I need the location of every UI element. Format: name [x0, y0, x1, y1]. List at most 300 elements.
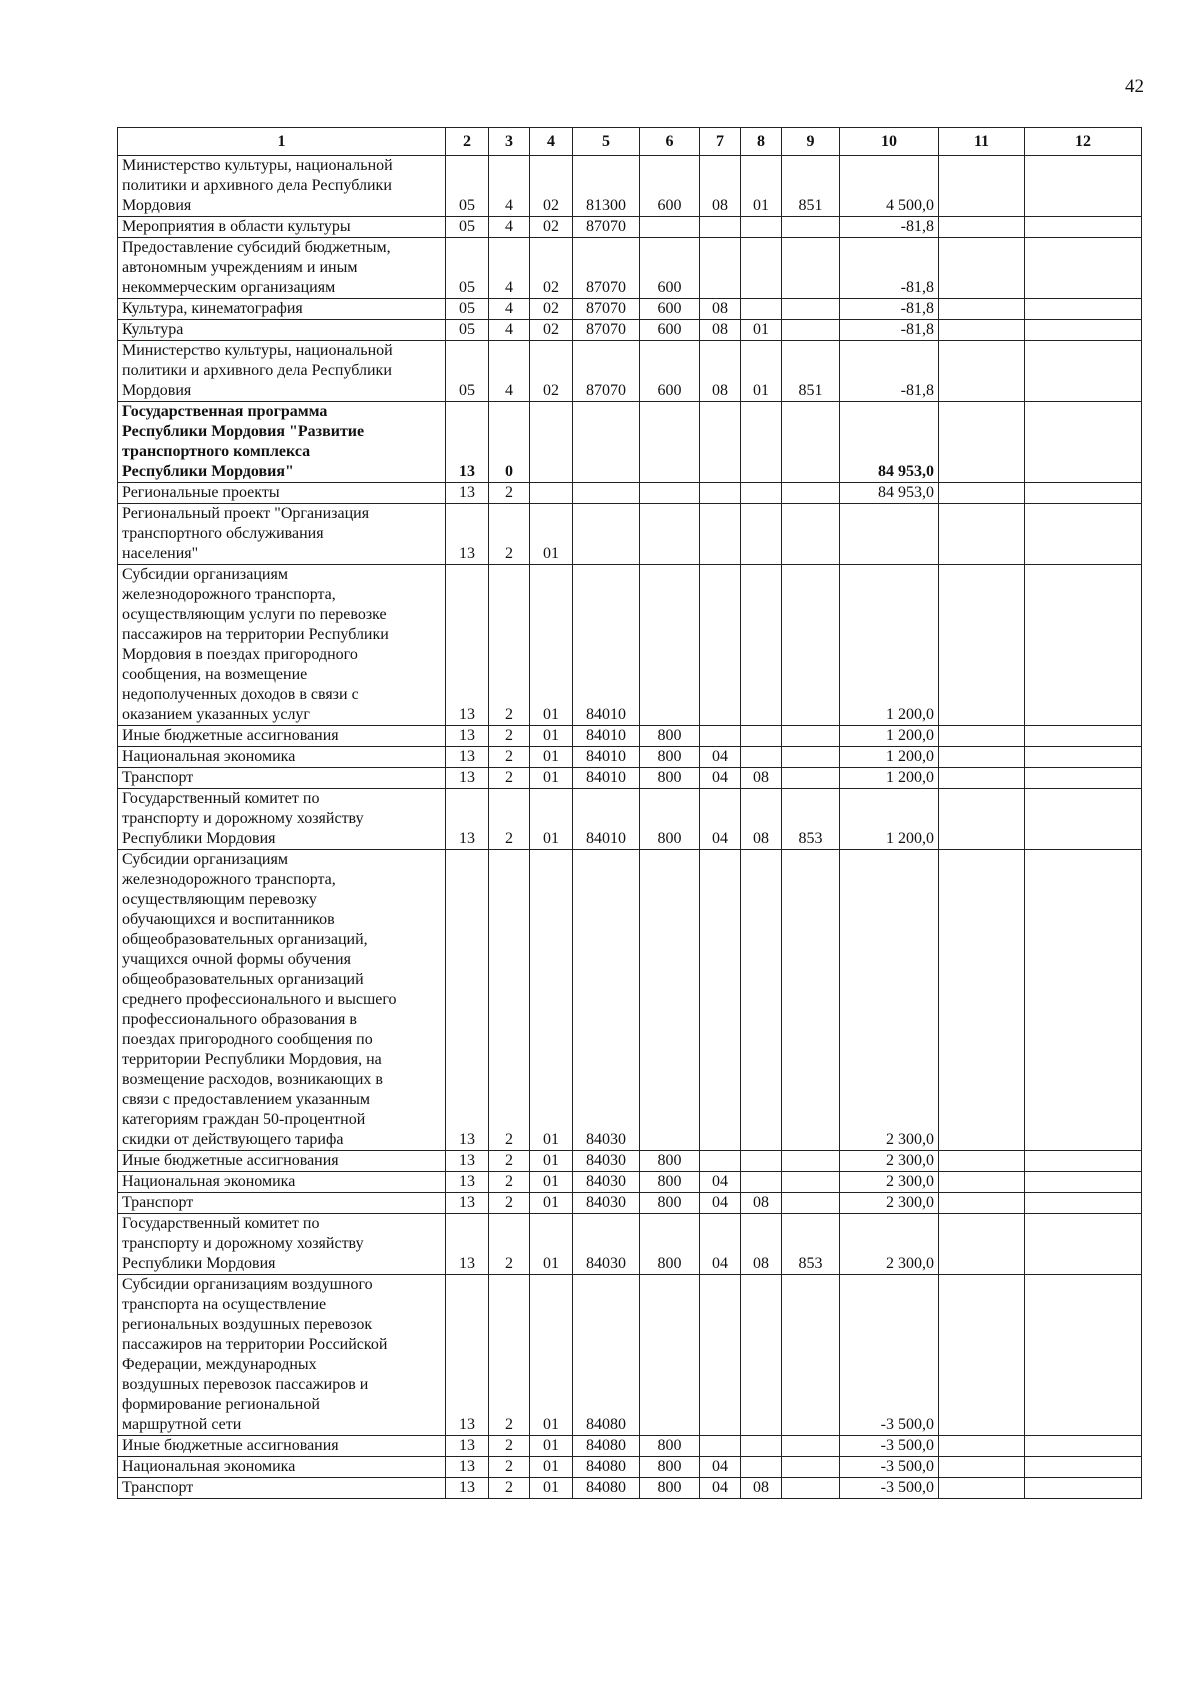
table-body [118, 156, 1142, 1499]
code-cell: 84030 [573, 1214, 640, 1275]
code-cell [700, 1275, 741, 1436]
amount-cell: 1 200,0 [840, 768, 939, 789]
code-cell: 13 [446, 1478, 489, 1499]
code-cell: 2 [489, 1478, 530, 1499]
code-cell: 84080 [573, 1457, 640, 1478]
row-name-cell: Региональные проекты [118, 483, 446, 504]
code-cell: 600 [640, 320, 700, 341]
code-cell [939, 1275, 1025, 1436]
code-cell: 84010 [573, 747, 640, 768]
code-cell: 01 [741, 320, 782, 341]
code-cell: 02 [530, 299, 573, 320]
code-cell [1025, 726, 1142, 747]
code-cell: 02 [530, 320, 573, 341]
column-header: 4 [530, 128, 573, 156]
code-cell: 01 [530, 1436, 573, 1457]
column-header: 3 [489, 128, 530, 156]
amount-cell: -81,8 [840, 299, 939, 320]
table-row [118, 299, 1142, 320]
table-row [118, 747, 1142, 768]
code-cell [741, 217, 782, 238]
code-cell [782, 726, 840, 747]
code-cell: 04 [700, 1478, 741, 1499]
column-header: 7 [700, 128, 741, 156]
code-cell: 84010 [573, 768, 640, 789]
column-header: 12 [1025, 128, 1142, 156]
row-name-cell: Региональный проект "Организация транспортного обслуживания населения" [118, 504, 446, 565]
code-cell: 05 [446, 217, 489, 238]
code-cell: 2 [489, 1193, 530, 1214]
code-cell: 01 [530, 1478, 573, 1499]
code-cell: 800 [640, 726, 700, 747]
code-cell: 04 [700, 1193, 741, 1214]
code-cell [782, 1478, 840, 1499]
code-cell [640, 1275, 700, 1436]
table-row [118, 402, 1142, 483]
code-cell: 4 [489, 299, 530, 320]
code-cell [939, 299, 1025, 320]
code-cell [1025, 483, 1142, 504]
code-cell [700, 565, 741, 726]
code-cell [640, 483, 700, 504]
amount-cell: 1 200,0 [840, 789, 939, 850]
code-cell: 81300 [573, 156, 640, 217]
column-header: 8 [741, 128, 782, 156]
code-cell [939, 1151, 1025, 1172]
row-name-cell: Мероприятия в области культуры [118, 217, 446, 238]
code-cell: 4 [489, 320, 530, 341]
code-cell: 02 [530, 341, 573, 402]
table-row [118, 483, 1142, 504]
code-cell [741, 1172, 782, 1193]
code-cell: 13 [446, 402, 489, 483]
code-cell: 08 [741, 789, 782, 850]
code-cell [939, 1214, 1025, 1275]
table-row [118, 1193, 1142, 1214]
amount-cell: 2 300,0 [840, 1172, 939, 1193]
header-row [118, 128, 1142, 156]
code-cell: 4 [489, 156, 530, 217]
code-cell: 01 [741, 156, 782, 217]
column-header: 9 [782, 128, 840, 156]
code-cell: 800 [640, 1172, 700, 1193]
code-cell: 13 [446, 483, 489, 504]
code-cell [939, 156, 1025, 217]
code-cell: 01 [530, 504, 573, 565]
code-cell: 4 [489, 238, 530, 299]
code-cell: 2 [489, 1275, 530, 1436]
code-cell [782, 1457, 840, 1478]
table-row [118, 726, 1142, 747]
table-row [118, 1151, 1142, 1172]
row-name-cell: Субсидии организациям воздушного транспорта на осуществление региональных воздушных перевозок пассажиров на территории Российской Федерации, международных воздушных перевозок пассажиров и формирование региональной маршрутной сети [118, 1275, 446, 1436]
table-row [118, 1214, 1142, 1275]
column-header: 5 [573, 128, 640, 156]
code-cell: 05 [446, 156, 489, 217]
code-cell: 2 [489, 1151, 530, 1172]
code-cell: 01 [530, 850, 573, 1151]
code-cell [939, 217, 1025, 238]
code-cell: 87070 [573, 217, 640, 238]
amount-cell: -81,8 [840, 238, 939, 299]
code-cell [530, 402, 573, 483]
code-cell: 13 [446, 1275, 489, 1436]
column-header: 6 [640, 128, 700, 156]
code-cell [782, 850, 840, 1151]
code-cell: 08 [700, 156, 741, 217]
code-cell [939, 1457, 1025, 1478]
row-name-cell: Субсидии организациям железнодорожного транспорта, осуществляющим услуги по перевозке пассажиров на территории Республики Мордовия в поездах пригородного сообщения, на возмещение недополученных доходов в связи с оказанием указанных услуг [118, 565, 446, 726]
code-cell [1025, 565, 1142, 726]
code-cell [1025, 156, 1142, 217]
code-cell: 13 [446, 565, 489, 726]
amount-cell: 1 200,0 [840, 726, 939, 747]
code-cell: 4 [489, 341, 530, 402]
row-name-cell: Государственный комитет по транспорту и дорожному хозяйству Республики Мордовия [118, 1214, 446, 1275]
row-name-cell: Предоставление субсидий бюджетным, автономным учреждениям и иным некоммерческим организациям [118, 238, 446, 299]
code-cell [939, 238, 1025, 299]
code-cell: 01 [530, 1151, 573, 1172]
table-row [118, 768, 1142, 789]
code-cell [1025, 341, 1142, 402]
row-name-cell: Культура [118, 320, 446, 341]
code-cell: 08 [700, 320, 741, 341]
code-cell: 13 [446, 1193, 489, 1214]
code-cell [939, 1478, 1025, 1499]
code-cell [782, 483, 840, 504]
amount-cell: -3 500,0 [840, 1275, 939, 1436]
code-cell: 600 [640, 238, 700, 299]
code-cell: 04 [700, 1172, 741, 1193]
code-cell [640, 504, 700, 565]
code-cell: 08 [741, 1214, 782, 1275]
code-cell: 87070 [573, 299, 640, 320]
table-row [118, 565, 1142, 726]
column-header: 2 [446, 128, 489, 156]
code-cell [939, 768, 1025, 789]
code-cell [1025, 1151, 1142, 1172]
code-cell [1025, 299, 1142, 320]
amount-cell: -3 500,0 [840, 1436, 939, 1457]
code-cell: 84030 [573, 1193, 640, 1214]
code-cell [700, 402, 741, 483]
code-cell [1025, 402, 1142, 483]
code-cell [573, 504, 640, 565]
code-cell [700, 1151, 741, 1172]
code-cell: 84080 [573, 1275, 640, 1436]
code-cell: 800 [640, 1436, 700, 1457]
code-cell: 800 [640, 768, 700, 789]
code-cell [640, 402, 700, 483]
amount-cell: 2 300,0 [840, 1193, 939, 1214]
code-cell [1025, 1275, 1142, 1436]
amount-cell: 1 200,0 [840, 747, 939, 768]
code-cell [1025, 238, 1142, 299]
code-cell: 05 [446, 238, 489, 299]
code-cell: 87070 [573, 341, 640, 402]
row-name-cell: Культура, кинематография [118, 299, 446, 320]
code-cell: 13 [446, 1172, 489, 1193]
code-cell: 13 [446, 850, 489, 1151]
code-cell [741, 1151, 782, 1172]
code-cell [939, 402, 1025, 483]
code-cell: 2 [489, 483, 530, 504]
row-name-cell: Иные бюджетные ассигнования [118, 1151, 446, 1172]
code-cell: 800 [640, 1193, 700, 1214]
code-cell [1025, 747, 1142, 768]
table-row [118, 1436, 1142, 1457]
code-cell [700, 238, 741, 299]
code-cell: 01 [530, 726, 573, 747]
code-cell [741, 1436, 782, 1457]
code-cell: 01 [530, 768, 573, 789]
code-cell: 800 [640, 1214, 700, 1275]
code-cell: 851 [782, 156, 840, 217]
table-row [118, 320, 1142, 341]
code-cell: 87070 [573, 238, 640, 299]
code-cell [782, 1151, 840, 1172]
row-name-cell: Иные бюджетные ассигнования [118, 726, 446, 747]
row-name-cell: Иные бюджетные ассигнования [118, 1436, 446, 1457]
code-cell [700, 1436, 741, 1457]
code-cell: 02 [530, 217, 573, 238]
code-cell [939, 320, 1025, 341]
code-cell [1025, 1436, 1142, 1457]
code-cell: 01 [530, 747, 573, 768]
code-cell [939, 1436, 1025, 1457]
code-cell: 13 [446, 768, 489, 789]
code-cell [741, 726, 782, 747]
code-cell: 02 [530, 156, 573, 217]
code-cell [700, 726, 741, 747]
code-cell [782, 299, 840, 320]
code-cell [741, 747, 782, 768]
amount-cell: -3 500,0 [840, 1457, 939, 1478]
code-cell [782, 217, 840, 238]
code-cell: 800 [640, 1151, 700, 1172]
table-row [118, 156, 1142, 217]
table-row [118, 238, 1142, 299]
code-cell [741, 402, 782, 483]
code-cell [1025, 1172, 1142, 1193]
code-cell [1025, 789, 1142, 850]
code-cell: 84010 [573, 789, 640, 850]
code-cell [640, 565, 700, 726]
amount-cell: 84 953,0 [840, 402, 939, 483]
code-cell: 05 [446, 341, 489, 402]
row-name-cell: Государственный комитет по транспорту и дорожному хозяйству Республики Мордовия [118, 789, 446, 850]
code-cell [741, 850, 782, 1151]
code-cell: 01 [530, 1214, 573, 1275]
code-cell [782, 238, 840, 299]
code-cell [782, 504, 840, 565]
code-cell: 13 [446, 726, 489, 747]
code-cell [782, 1193, 840, 1214]
code-cell [939, 747, 1025, 768]
code-cell: 84030 [573, 1151, 640, 1172]
table-row [118, 504, 1142, 565]
code-cell [939, 850, 1025, 1151]
table-row [118, 217, 1142, 238]
code-cell: 2 [489, 747, 530, 768]
code-cell: 2 [489, 1172, 530, 1193]
column-header: 11 [939, 128, 1025, 156]
code-cell: 84010 [573, 565, 640, 726]
table-row [118, 789, 1142, 850]
code-cell [1025, 850, 1142, 1151]
code-cell: 800 [640, 789, 700, 850]
code-cell: 800 [640, 1457, 700, 1478]
code-cell [1025, 217, 1142, 238]
code-cell: 2 [489, 1436, 530, 1457]
amount-cell: 2 300,0 [840, 850, 939, 1151]
code-cell [573, 402, 640, 483]
code-cell [1025, 1193, 1142, 1214]
code-cell: 853 [782, 1214, 840, 1275]
code-cell [1025, 504, 1142, 565]
code-cell: 13 [446, 789, 489, 850]
code-cell: 600 [640, 341, 700, 402]
amount-cell: 4 500,0 [840, 156, 939, 217]
code-cell: 2 [489, 504, 530, 565]
code-cell [782, 747, 840, 768]
amount-cell: -3 500,0 [840, 1478, 939, 1499]
code-cell [939, 504, 1025, 565]
code-cell [741, 565, 782, 726]
row-name-cell: Национальная экономика [118, 747, 446, 768]
row-name-cell: Государственная программа Республики Мордовия "Развитие транспортного комплекса Республики Мордовия" [118, 402, 446, 483]
code-cell [782, 320, 840, 341]
code-cell [939, 1172, 1025, 1193]
code-cell: 08 [741, 1478, 782, 1499]
code-cell [939, 341, 1025, 402]
amount-cell: 84 953,0 [840, 483, 939, 504]
code-cell: 13 [446, 1436, 489, 1457]
code-cell: 84030 [573, 1172, 640, 1193]
code-cell: 13 [446, 1214, 489, 1275]
code-cell [1025, 1214, 1142, 1275]
code-cell: 04 [700, 1214, 741, 1275]
code-cell [530, 483, 573, 504]
code-cell [939, 726, 1025, 747]
code-cell: 01 [530, 1172, 573, 1193]
code-cell: 0 [489, 402, 530, 483]
code-cell [782, 768, 840, 789]
code-cell: 853 [782, 789, 840, 850]
code-cell: 84010 [573, 726, 640, 747]
code-cell [939, 789, 1025, 850]
table-row [118, 341, 1142, 402]
code-cell [700, 483, 741, 504]
code-cell [1025, 320, 1142, 341]
code-cell [939, 565, 1025, 726]
code-cell [1025, 1478, 1142, 1499]
code-cell [1025, 768, 1142, 789]
amount-cell: 2 300,0 [840, 1214, 939, 1275]
row-name-cell: Транспорт [118, 1478, 446, 1499]
row-name-cell: Министерство культуры, национальной политики и архивного дела Республики Мордовия [118, 341, 446, 402]
code-cell: 05 [446, 299, 489, 320]
code-cell [782, 1172, 840, 1193]
code-cell: 2 [489, 726, 530, 747]
code-cell: 01 [741, 341, 782, 402]
budget-table [117, 127, 1142, 1499]
code-cell [640, 217, 700, 238]
code-cell: 13 [446, 1457, 489, 1478]
code-cell [939, 483, 1025, 504]
code-cell [700, 217, 741, 238]
code-cell [640, 850, 700, 1151]
column-header: 10 [840, 128, 939, 156]
amount-cell: 2 300,0 [840, 1151, 939, 1172]
code-cell [741, 1457, 782, 1478]
code-cell [741, 504, 782, 565]
page-number: 42 [1125, 76, 1144, 97]
table-row [118, 1275, 1142, 1436]
code-cell: 01 [530, 1457, 573, 1478]
code-cell: 851 [782, 341, 840, 402]
code-cell: 01 [530, 1275, 573, 1436]
code-cell: 04 [700, 768, 741, 789]
table-row [118, 1172, 1142, 1193]
code-cell: 2 [489, 1457, 530, 1478]
code-cell: 2 [489, 850, 530, 1151]
amount-cell: 1 200,0 [840, 565, 939, 726]
row-name-cell: Министерство культуры, национальной политики и архивного дела Республики Мордовия [118, 156, 446, 217]
table-row [118, 850, 1142, 1151]
code-cell: 87070 [573, 320, 640, 341]
row-name-cell: Транспорт [118, 1193, 446, 1214]
code-cell [782, 1436, 840, 1457]
code-cell: 04 [700, 747, 741, 768]
amount-cell: -81,8 [840, 341, 939, 402]
code-cell [782, 402, 840, 483]
column-header: 1 [118, 128, 446, 156]
table-row [118, 1478, 1142, 1499]
row-name-cell: Национальная экономика [118, 1457, 446, 1478]
code-cell: 84080 [573, 1478, 640, 1499]
code-cell: 13 [446, 504, 489, 565]
code-cell [741, 1275, 782, 1436]
code-cell: 2 [489, 565, 530, 726]
code-cell: 05 [446, 320, 489, 341]
code-cell [1025, 1457, 1142, 1478]
code-cell: 84030 [573, 850, 640, 1151]
code-cell [782, 1275, 840, 1436]
code-cell: 800 [640, 1478, 700, 1499]
code-cell: 08 [741, 1193, 782, 1214]
row-name-cell: Субсидии организациям железнодорожного транспорта, осуществляющим перевозку обучающихся и воспитанников общеобразовательных организаций, учащихся очной формы обучения общеобразовательных организаций среднего профессионального и высшего профессионального образования в поездах пригородного сообщения по территории Республики Мордовия, на возмещение расходов, возникающих в связи с предоставлением указанным категориям граждан 50-процентной скидки от действующего тарифа [118, 850, 446, 1151]
code-cell [700, 850, 741, 1151]
code-cell: 4 [489, 217, 530, 238]
code-cell: 01 [530, 565, 573, 726]
code-cell: 04 [700, 789, 741, 850]
code-cell: 01 [530, 789, 573, 850]
row-name-cell: Транспорт [118, 768, 446, 789]
code-cell [741, 238, 782, 299]
code-cell: 13 [446, 1151, 489, 1172]
code-cell [573, 483, 640, 504]
code-cell: 600 [640, 156, 700, 217]
code-cell [782, 565, 840, 726]
code-cell: 08 [741, 768, 782, 789]
code-cell: 84080 [573, 1436, 640, 1457]
code-cell: 13 [446, 747, 489, 768]
code-cell: 02 [530, 238, 573, 299]
code-cell: 08 [700, 341, 741, 402]
code-cell [741, 299, 782, 320]
amount-cell: -81,8 [840, 320, 939, 341]
